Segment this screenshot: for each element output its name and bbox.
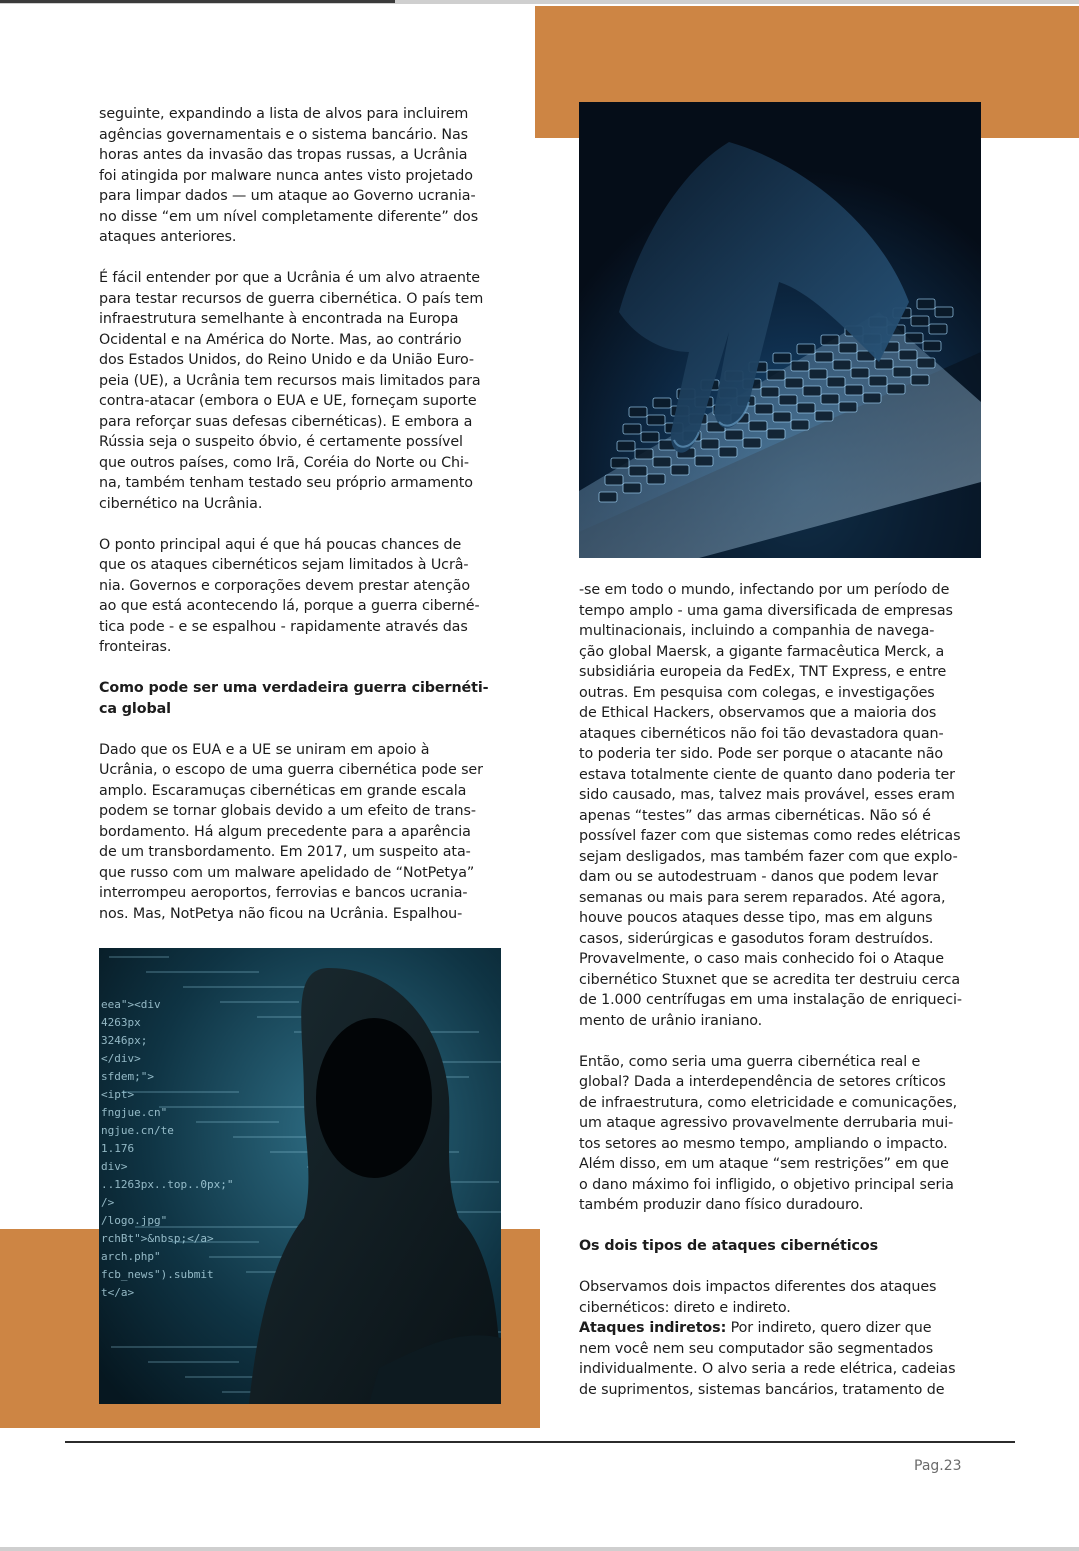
keyboard-key [845, 385, 863, 395]
keyboard-key [923, 341, 941, 351]
keyboard-key [797, 344, 815, 354]
keyboard-key [701, 439, 719, 449]
keyboard-key [911, 375, 929, 385]
keyboard-key [653, 398, 671, 408]
keyboard-key [629, 466, 647, 476]
keyboard-key [749, 421, 767, 431]
keyboard-key [785, 378, 803, 388]
keyboard-key [821, 335, 839, 345]
paragraph: Dado que os EUA e a UE se uniram em apoio à Ucrânia, o escopo de uma guerra cibernética pode ser amplo. Escaramuças cibernéticas em grande escala podem se tornar globais devido a um efeito de trans- bordamento. Há algum precedente para a aparência de um transbordamento. Em 2017, um suspeito ata- que russo com um malware apelidado de “NotPetya” interrompeu aeroportos, ferrovias e bancos ucrania- nos. Mas, NotPetya não ficou na Ucrânia. Espalhou- [99, 741, 483, 922]
code-line: /> [101, 1196, 115, 1209]
bold-lead: Ataques indiretos: [579, 1320, 727, 1336]
keyboard-key [851, 368, 869, 378]
section-heading: Os dois tipos de ataques cibernéticos [579, 1238, 879, 1254]
keyboard-key [743, 438, 761, 448]
code-line: ngjue.cn/te [101, 1124, 174, 1137]
keyboard-key [623, 483, 641, 493]
keyboard-key [803, 386, 821, 396]
keyboard-key [839, 343, 857, 353]
keyboard-key [917, 299, 935, 309]
paragraph: O ponto principal aqui é que há poucas chances de que os ataques cibernéticos sejam limitados à Ucrâ- nia. Governos e corporações devem prestar atenção ao que está acontecendo lá, porque a guerra ciberné- tica pode - e se espalhou - rapidamente através das fronteiras. [99, 536, 480, 655]
code-line: div> [101, 1160, 128, 1173]
paragraph: Observamos dois impactos diferentes dos ataques cibernéticos: direto e indireto. [579, 1279, 937, 1316]
code-line: eea"><div [101, 998, 161, 1011]
keyboard-key [599, 492, 617, 502]
code-line: sfdem;"> [101, 1070, 154, 1083]
keyboard-key [605, 475, 623, 485]
paragraph: É fácil entender por que a Ucrânia é um alvo atraente para testar recursos de guerra cibernética. O país tem infraestrutura semelhante à encontrada na Europa Ocidental e na América do Norte. Mas, ao contrário dos Estados Unidos, do Reino Unido e da União Euro- peia (UE), a Ucrânia tem recursos mais limitados para contra-atacar (embora o EUA e UE, forneçam suporte para reforçar suas defesas cibernéticas). E embora a Rússia seja o suspeito óbvio, é certamente possível que outros países, como Irã, Coréia do Norte ou Chi- na, também tenham testado seu próprio armamento cibernético na Ucrânia. [99, 270, 484, 512]
code-line: 3246px; [101, 1034, 148, 1047]
keyboard-key [647, 474, 665, 484]
code-line: 1.176 [101, 1142, 135, 1155]
code-line: ..1263px..top..0px;" [101, 1178, 234, 1191]
keyboard-key [821, 394, 839, 404]
keyboard-key [653, 457, 671, 467]
bottom-border [0, 1547, 1079, 1551]
keyboard-key [899, 350, 917, 360]
keyboard-key [815, 352, 833, 362]
code-line: </div> [101, 1052, 141, 1065]
keyboard-key [629, 407, 647, 417]
keyboard-key [863, 393, 881, 403]
code-line: arch.php" [101, 1250, 161, 1263]
keyboard-key [839, 402, 857, 412]
paragraph [579, 1318, 989, 1400]
keyboard-key [809, 369, 827, 379]
code-streak [159, 1106, 329, 1108]
code-streak [109, 956, 169, 958]
keyboard-key [773, 353, 791, 363]
keyboard-key [833, 360, 851, 370]
code-streak [196, 1121, 279, 1123]
keyboard-key [671, 465, 689, 475]
keyboard-key [827, 377, 845, 387]
code-streak [122, 1091, 239, 1093]
keyboard-key [917, 358, 935, 368]
keyboard-key [695, 456, 713, 466]
right-text-column [579, 580, 989, 1400]
keyboard-key [905, 333, 923, 343]
keyboard-key [623, 424, 641, 434]
keyboard-key [869, 376, 887, 386]
paragraph: Então, como seria uma guerra cibernética real e global? Dada a interdependência de setores críticos de infraestrutura, como eletricidade e comunicações, um ataque agressivo provavelmente derrubaria mui- tos setores ao mesmo tempo, ampliando o impacto. Além disso, em um ataque “sem restrições” em que o dano máximo foi infligido, o objetivo principal seria também produzir dano físico duradouro. [579, 1053, 958, 1213]
paragraph: seguinte, expandindo a lista de alvos para incluirem agências governamentais e o sistema bancário. Nas horas antes da invasão das tropas russas, a Ucrânia foi atingida por malware nunca antes visto projetado para limpar dados — um ataque ao Governo ucrania- no disse “em um nível completamente diferente” dos ataques anteriores. [99, 106, 479, 245]
code-streak [148, 1361, 239, 1363]
code-streak [146, 971, 259, 973]
keyboard-key [893, 367, 911, 377]
code-line: rchBt">&nbsp;</a> [101, 1232, 214, 1245]
keyboard-key [611, 458, 629, 468]
keyboard-key [767, 429, 785, 439]
keyboard-key [641, 432, 659, 442]
code-streak [172, 1241, 259, 1243]
top-border-accent [0, 0, 395, 3]
keyboard-key [719, 447, 737, 457]
code-line: <ipt> [101, 1088, 135, 1101]
keyboard-key [815, 411, 833, 421]
keyboard-key [797, 403, 815, 413]
keyboard-key [779, 395, 797, 405]
keyboard-key [725, 430, 743, 440]
keyboard-key [761, 387, 779, 397]
section-heading: Como pode ser uma verdadeira guerra cibernéti- ca global [99, 680, 489, 717]
code-streak [135, 1226, 309, 1228]
keyboard-key [791, 420, 809, 430]
hooded-hacker-photo [99, 948, 501, 1404]
page-number: Pag.23 [914, 1458, 962, 1474]
paragraph: -se em todo o mundo, infectando por um período de tempo amplo - uma gama diversificada de empresas multinacionais, incluindo a companhia de navega- ção global Maersk, a gigante farmacêutica Merck, a subsidiária europeia da FedEx, TNT Express, e entre outras. Em pesquisa com colegas, e investigações de Ethical Hackers, observamos que a maioria dos ataques cibernéticos não foi tão devastadora quan- to poderia ter sido. Pode ser porque o atacante não estava totalmente ciente de quanto dano poderia ter sido causado, mas, talvez mais provável, esses eram apenas “testes” das armas cibernéticas. Não só é possível fazer com que sistemas como redes elétricas sejam desligados, mas também fazer com que explo- dam ou se autodestruam - danos que podem levar semanas ou mais para serem reparados. Até agora, houve poucos ataques desse tipo, mas em alguns casos, siderúrgicas e gasodutos foram destruídos. Provavelmente, o caso mais conhecido foi o Ataque cibernético Stuxnet que se acredita ter destruiu cerca de 1.000 centrífugas em uma instalação de enriqueci- mento de urânio iraniano. [579, 582, 962, 1029]
code-line: /logo.jpg" [101, 1214, 168, 1227]
keyboard-key [929, 324, 947, 334]
keyboard-key [791, 361, 809, 371]
keyboard-key [647, 415, 665, 425]
keyboard-key [635, 449, 653, 459]
keyboard-key [887, 384, 905, 394]
keyboard-key [911, 316, 929, 326]
keyboard-key [935, 307, 953, 317]
code-line: fngjue.cn" [101, 1106, 168, 1119]
paragraph-text: Por indireto, quero dizer que nem você nem seu computador são segmentados individualmente. O alvo seria a rede elétrica, cadeias de suprimentos, sistemas bancários, tratamento de [579, 1320, 956, 1398]
keyboard-key [617, 441, 635, 451]
keyboard-hands-photo [579, 102, 981, 558]
code-streak [220, 1001, 299, 1003]
code-line: fcb_news").submit [101, 1268, 214, 1281]
keyboard-key [755, 404, 773, 414]
left-text-column [99, 104, 509, 924]
code-line: 4263px [101, 1016, 141, 1029]
footer-rule [65, 1441, 1015, 1443]
code-line: t</a> [101, 1286, 135, 1299]
keyboard-key [773, 412, 791, 422]
keyboard-key [767, 370, 785, 380]
